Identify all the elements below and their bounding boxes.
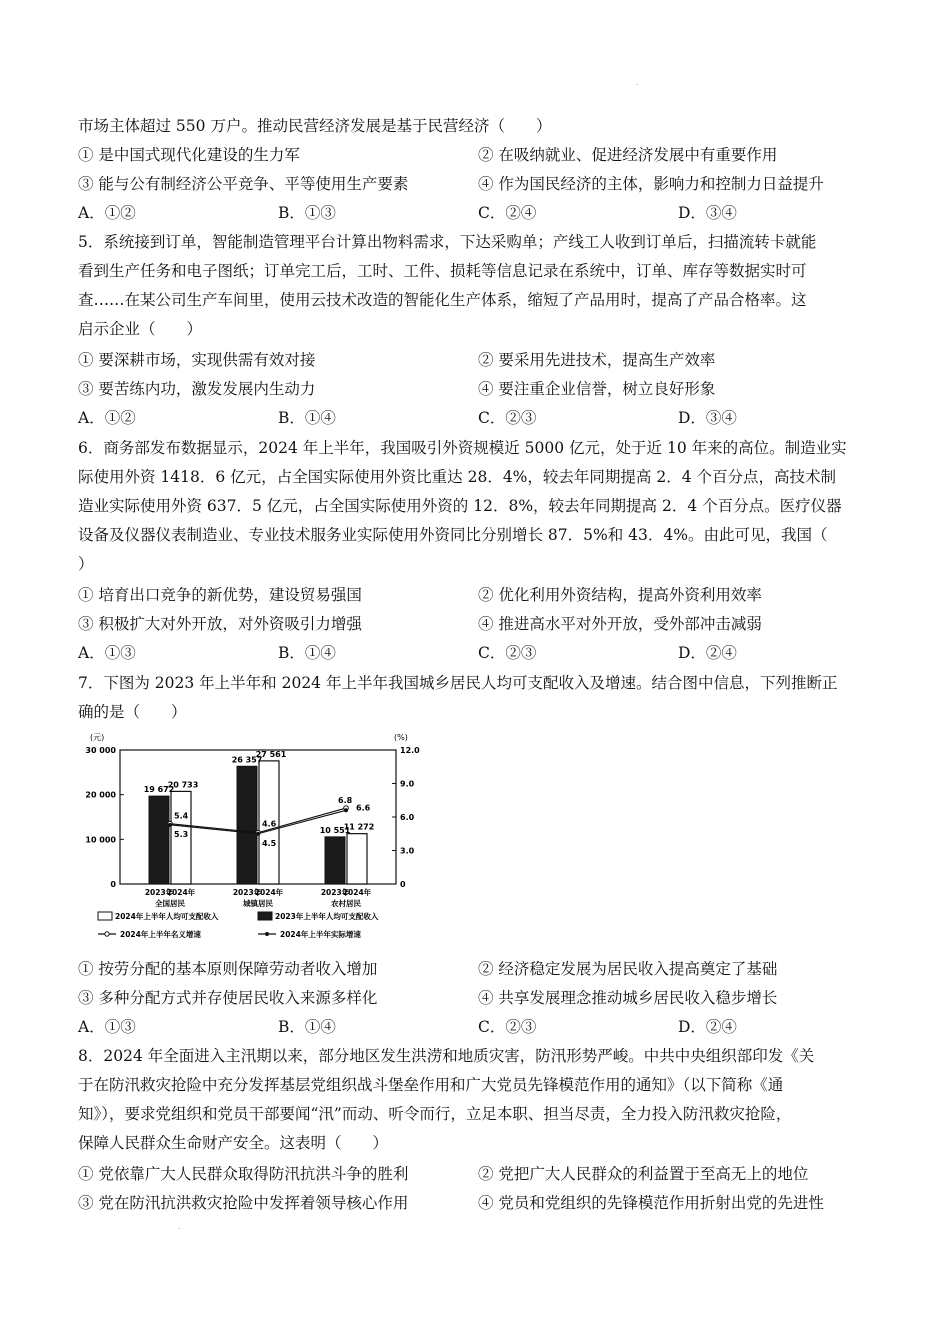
legend-real-marker xyxy=(265,932,269,936)
bar-2023-value-label: 10 551 xyxy=(319,825,351,835)
q6-stem-line-5: ） xyxy=(78,555,94,573)
q4-answer-b: B．①③ xyxy=(278,204,336,222)
q6-answer-b: B．①④ xyxy=(278,644,336,662)
nominal-growth-label: 6.8 xyxy=(338,796,353,806)
q8-option-2: ② 党把广大人民群众的利益置于至高无上的地位 xyxy=(478,1165,809,1183)
real-growth-label: 6.6 xyxy=(356,803,371,813)
q7-answer-b: B．①④ xyxy=(278,1018,336,1036)
q5-option-4: ④ 要注重企业信誉，树立良好形象 xyxy=(478,380,716,398)
scan-speck: . xyxy=(178,1222,181,1231)
category-label: 全国居民 xyxy=(155,899,185,908)
real-growth-label: 4.5 xyxy=(262,838,277,848)
year-tick-label: 2023年 xyxy=(144,888,174,897)
bar-2023-value-label: 19 672 xyxy=(143,785,175,795)
q7-option-1: ① 按劳分配的基本原则保障劳动者收入增加 xyxy=(78,960,378,978)
q7-option-2: ② 经济稳定发展为居民收入提高奠定了基础 xyxy=(478,960,778,978)
left-axis-unit: (元) xyxy=(90,733,105,742)
legend-nominal-label: 2024年上半年名义增速 xyxy=(120,930,201,939)
left-tick-label: 10 000 xyxy=(85,835,116,845)
q4-option-2: ② 在吸纳就业、促进经济发展中有重要作用 xyxy=(478,146,778,164)
legend-white-swatch xyxy=(98,912,112,920)
legend-black-swatch xyxy=(258,912,272,920)
q6-option-3: ③ 积极扩大对外开放，对外资吸引力增强 xyxy=(78,615,362,633)
q6-option-2: ② 优化利用外资结构，提高外资利用效率 xyxy=(478,586,762,604)
q5-stem-line-1: 5．系统接到订单，智能制造管理平台计算出物料需求，下达采购单；产线工人收到订单后，扫描流转卡就能 xyxy=(78,233,817,251)
q4-answer-a: A．①② xyxy=(78,204,136,222)
q6-stem-line-3: 造业实际使用外资 637．5 亿元，占全国实际使用外资的 12．8%，较去年同期提高 2．4 个百分点。医疗仪器 xyxy=(78,497,842,515)
year-tick-label: 2023年 xyxy=(232,888,262,897)
right-tick-label: 6.0 xyxy=(400,813,415,822)
legend-real-label: 2024年上半年实际增速 xyxy=(280,930,361,939)
bar-2024-value-label: 11 272 xyxy=(343,822,375,832)
category-label: 城镇居民 xyxy=(243,899,273,908)
q4-option-1: ① 是中国式现代化建设的生力军 xyxy=(78,146,300,164)
q6-stem-line-2: 际使用外资 1418．6 亿元，占全国实际使用外资比重达 28．4%，较去年同期提高 2．4 个百分点，高技术制 xyxy=(78,468,836,486)
q7-answer-c: C．②③ xyxy=(478,1018,537,1036)
left-tick-label: 0 xyxy=(110,880,116,889)
q7-option-4: ④ 共享发展理念推动城乡居民收入稳步增长 xyxy=(478,989,778,1007)
chart-legend xyxy=(98,911,379,939)
q8-stem-line-4: 保障人民群众生命财产安全。这表明（ ） xyxy=(78,1134,389,1152)
q8-option-4: ④ 党员和党组织的先锋模范作用折射出党的先进性 xyxy=(478,1194,824,1212)
q4-answer-d: D．③④ xyxy=(678,204,737,222)
q5-answer-a: A．①② xyxy=(78,409,136,427)
q6-stem-line-4: 设备及仪器仪表制造业、专业技术服务业实际使用外资同比分别增长 87．5%和 43．4%。由此可见，我国（ xyxy=(78,526,828,544)
bar-2023-value-label: 26 357 xyxy=(231,755,263,765)
year-tick-label: 2024年 xyxy=(342,888,372,897)
year-tick-label: 2024年 xyxy=(254,888,284,897)
q6-option-1: ① 培育出口竞争的新优势，建设贸易强国 xyxy=(78,586,362,604)
q7-stem-line-1: 7．下图为 2023 年上半年和 2024 年上半年我国城乡居民人均可支配收入及增速。结合图中信息，下列推断正 xyxy=(78,674,838,692)
q6-answer-d: D．②④ xyxy=(678,644,737,662)
scan-speck: . xyxy=(636,78,639,87)
legend-white-label: 2024年上半年人均可支配收入 xyxy=(115,912,219,921)
q6-stem-line-1: 6．商务部发布数据显示，2024 年上半年，我国吸引外资规模近 5000 亿元，处于近 10 年来的高位。制造业实 xyxy=(78,439,847,457)
q4-answer-c: C．②④ xyxy=(478,204,537,222)
q7-answer-d: D．②④ xyxy=(678,1018,737,1036)
income-growth-chart xyxy=(72,730,432,950)
bar-2024-value-label: 20 733 xyxy=(167,780,199,790)
real-growth-label: 5.3 xyxy=(174,829,189,839)
nominal-growth-label: 5.4 xyxy=(174,811,189,821)
q8-stem-line-2: 于在防汛救灾抢险中充分发挥基层党组织战斗堡垒作用和广大党员先锋模范作用的通知》（以下简称《通 xyxy=(78,1076,784,1094)
right-tick-label: 0 xyxy=(400,880,406,889)
q5-stem-line-3: 查……在某公司生产车间里，使用云技术改造的智能化生产体系，缩短了产品用时，提高了产品合格率。这 xyxy=(78,291,807,309)
year-tick-label: 2023年 xyxy=(320,888,350,897)
legend-black-label: 2023年上半年人均可支配收入 xyxy=(275,912,379,921)
q6-answer-a: A．①③ xyxy=(78,644,136,662)
q5-option-1: ① 要深耕市场，实现供需有效对接 xyxy=(78,351,316,369)
q8-stem-line-3: 知》），要求党组织和党员干部要闻“汛”而动、听令而行，立足本职、担当尽责，全力投入防汛救灾抢险， xyxy=(78,1105,792,1123)
bar-2024-value-label: 27 561 xyxy=(255,749,287,759)
real-growth-point xyxy=(344,808,348,812)
left-tick-label: 30 000 xyxy=(85,746,116,755)
right-tick-label: 12.0 xyxy=(400,746,420,755)
q8-option-1: ① 党依靠广大人民群众取得防汛抗洪斗争的胜利 xyxy=(78,1165,409,1183)
bar-2023 xyxy=(237,766,257,884)
year-tick-label: 2024年 xyxy=(166,888,196,897)
q7-stem-line-2: 确的是（ ） xyxy=(78,703,187,721)
right-tick-label: 3.0 xyxy=(400,846,415,856)
q5-stem-line-4: 启示企业（ ） xyxy=(78,320,203,338)
q5-answer-c: C．②③ xyxy=(478,409,537,427)
legend-nominal-marker xyxy=(105,932,109,936)
q6-option-4: ④ 推进高水平对外开放，受外部冲击减弱 xyxy=(478,615,762,633)
real-growth-point xyxy=(256,832,260,836)
left-tick-label: 20 000 xyxy=(85,790,116,800)
q4-option-4: ④ 作为国民经济的主体，影响力和控制力日益提升 xyxy=(478,175,824,193)
q5-answer-d: D．③④ xyxy=(678,409,737,427)
right-axis-unit: (%) xyxy=(394,733,408,742)
q5-option-2: ② 要采用先进技术，提高生产效率 xyxy=(478,351,716,369)
bar-2024 xyxy=(347,834,367,884)
q4-option-3: ③ 能与公有制经济公平竞争、平等使用生产要素 xyxy=(78,175,409,193)
q5-option-3: ③ 要苦练内功，激发发展内生动力 xyxy=(78,380,316,398)
q7-option-3: ③ 多种分配方式并存使居民收入来源多样化 xyxy=(78,989,378,1007)
q8-option-3: ③ 党在防汛抗洪救灾抢险中发挥着领导核心作用 xyxy=(78,1194,409,1212)
q6-answer-c: C．②③ xyxy=(478,644,537,662)
q7-answer-a: A．①③ xyxy=(78,1018,136,1036)
category-label: 农村居民 xyxy=(331,899,361,908)
bar-2023 xyxy=(149,796,169,884)
q5-answer-b: B．①④ xyxy=(278,409,336,427)
nominal-growth-label: 4.6 xyxy=(262,819,277,829)
real-growth-point xyxy=(168,823,172,827)
q8-stem-line-1: 8．2024 年全面进入主汛期以来，部分地区发生洪涝和地质灾害，防汛形势严峻。中共中央组织部印发《关 xyxy=(78,1047,815,1065)
q4-stem: 市场主体超过 550 万户。推动民营经济发展是基于民营经济（ ） xyxy=(78,117,552,135)
q5-stem-line-2: 看到生产任务和电子图纸；订单完工后，工时、工件、损耗等信息记录在系统中，订单、库存等数据实时可 xyxy=(78,262,807,280)
right-tick-label: 9.0 xyxy=(400,779,415,789)
bar-2023 xyxy=(325,837,345,884)
